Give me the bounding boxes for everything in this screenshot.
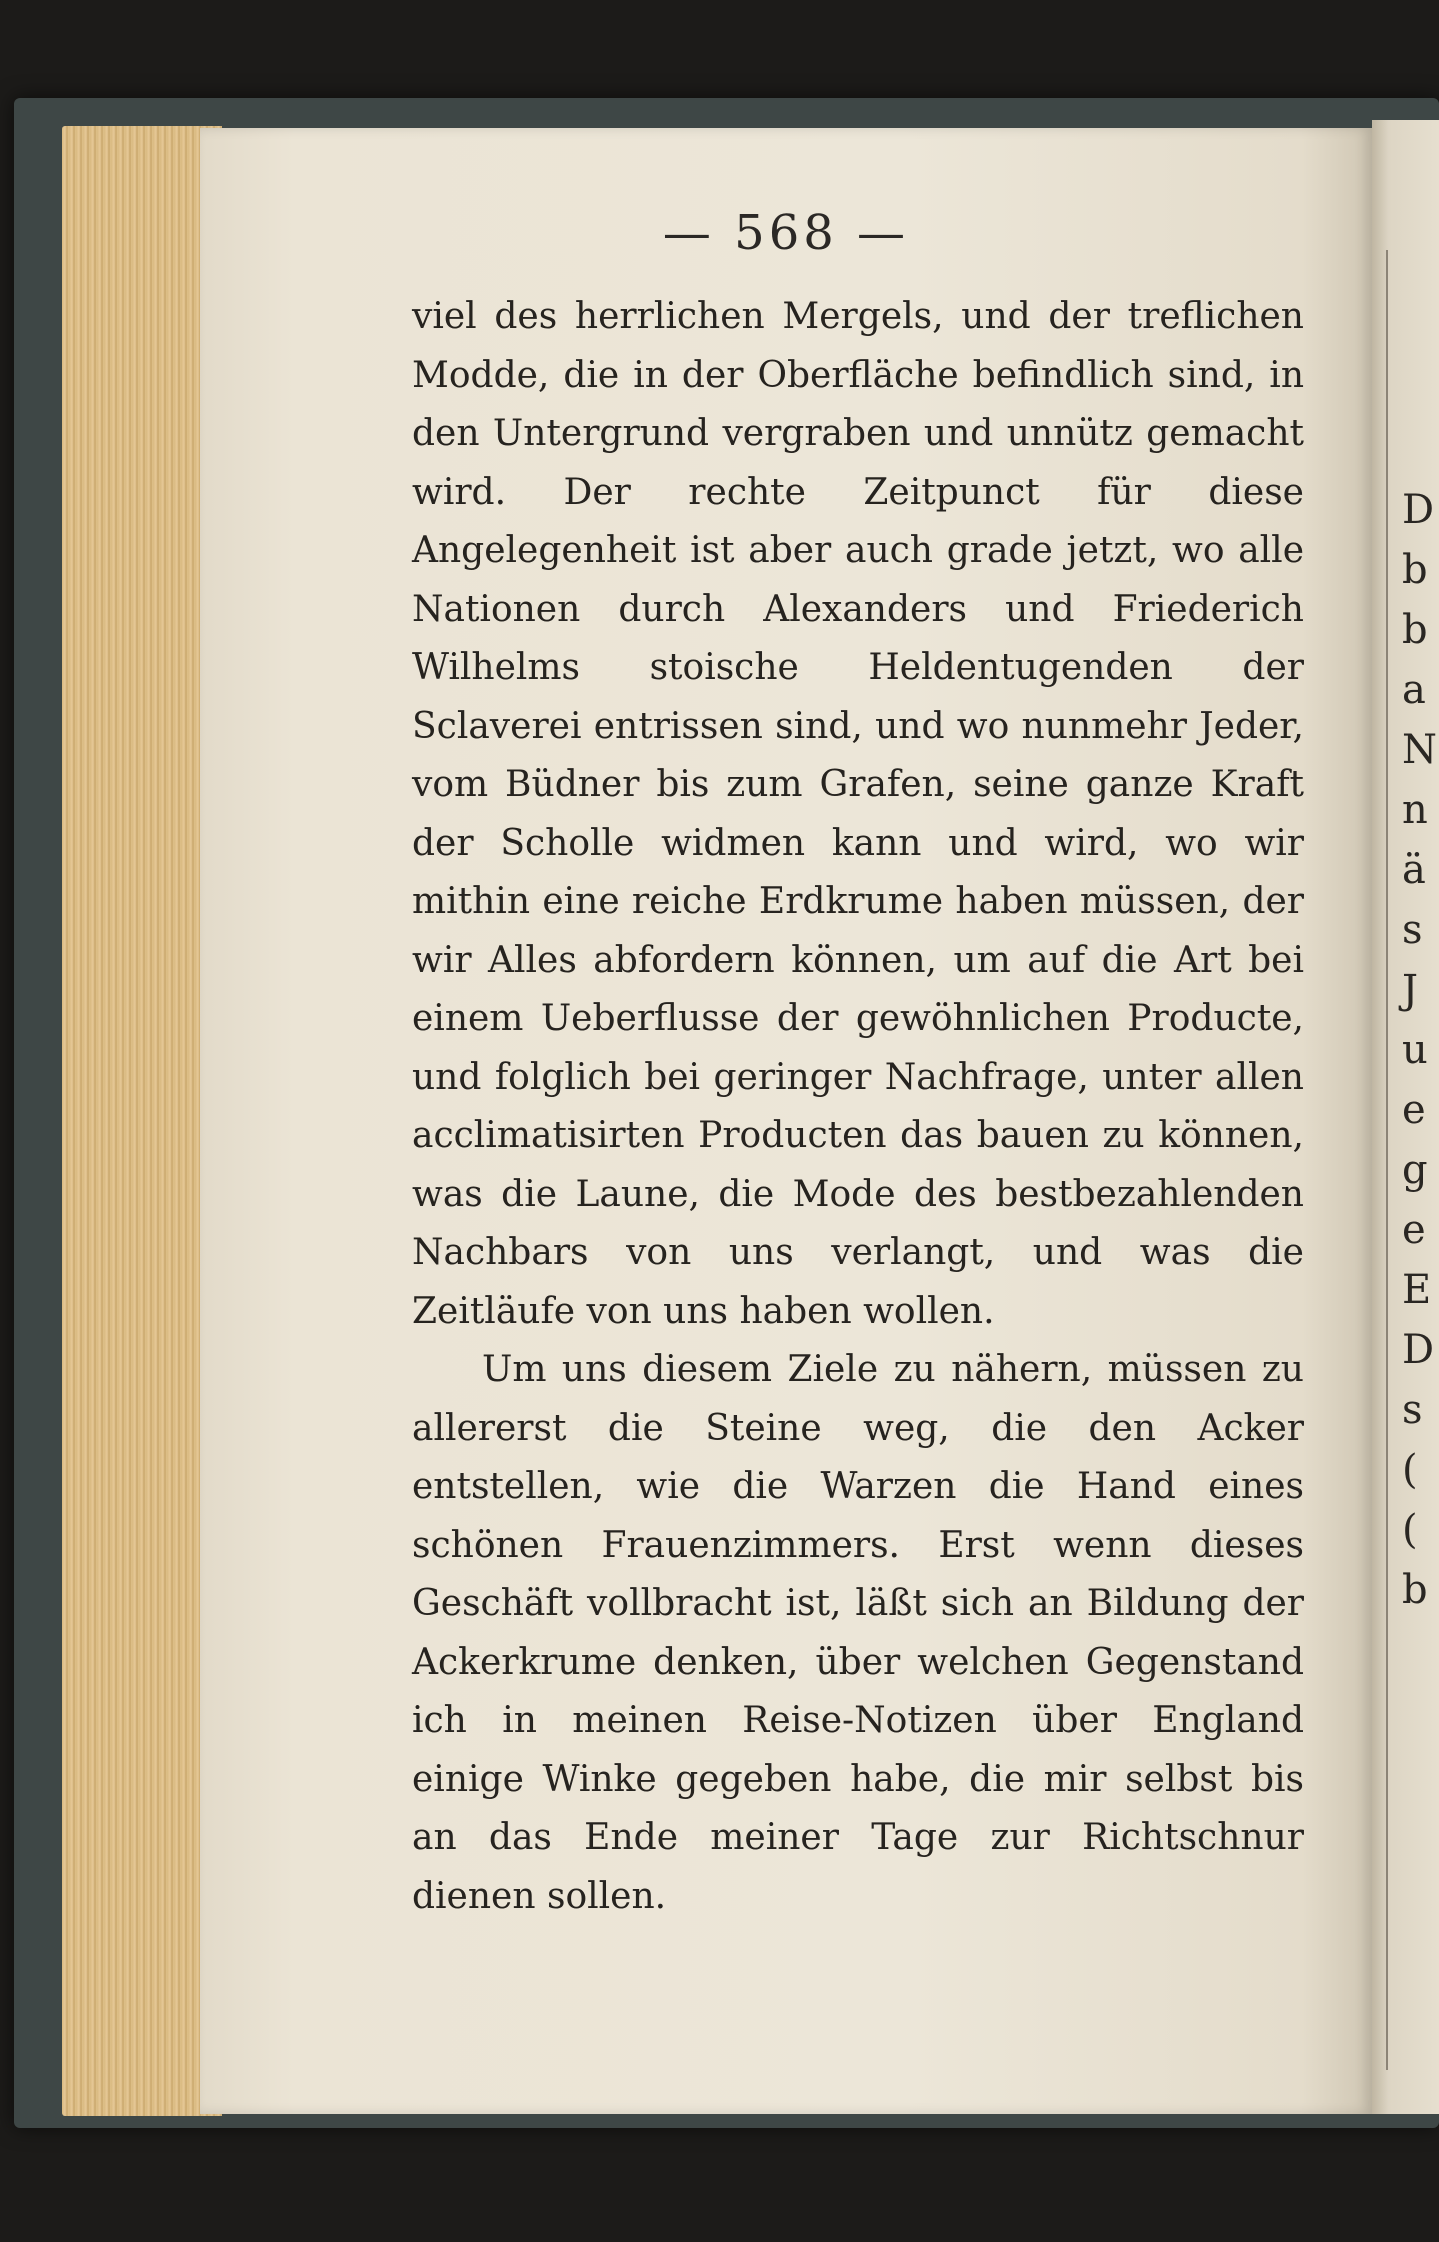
next-page-glyph: ( [1402, 1507, 1418, 1553]
next-page-glyph: g [1402, 1147, 1428, 1193]
next-page-glyph: u [1402, 1027, 1428, 1073]
next-page-glyph: a [1402, 667, 1426, 713]
next-page-glyph: N [1402, 727, 1437, 773]
next-page-glyph: J [1402, 967, 1419, 1013]
paragraph-2: Um uns diesem Ziele zu nähern, müssen zu allererst die Steine weg, die den Acker entstellen, wie die Warzen die Hand eines schönen Frauenzimmers. Erst wenn dieses Geschäft vollbracht ist, läßt sich an Bildung der Ackerkrume denken, über welchen Gegenstand ich in meinen Reise-Notizen über England einige Winke gegeben habe, die mir selbst bis an das Ende meiner Tage zur Richtschnur dienen sollen. [412, 1349, 1304, 1917]
body-text [412, 288, 1304, 1926]
next-page-glyph: D [1402, 487, 1435, 533]
next-page-glyph: s [1402, 907, 1423, 953]
next-page-glyph: e [1402, 1087, 1426, 1133]
next-page-glyph: b [1402, 547, 1428, 593]
next-page-text [1402, 480, 1439, 1620]
page-edges [62, 126, 222, 2116]
next-page-sliver [1372, 120, 1439, 2114]
page-rule [1386, 250, 1388, 2070]
next-page-glyph: b [1402, 607, 1428, 653]
next-page-glyph: b [1402, 1567, 1428, 1613]
next-page-glyph: ( [1402, 1447, 1418, 1493]
paragraph-1: viel des herrlichen Mergels, und der treflichen Modde, die in der Oberfläche befindlich sind, in den Untergrund vergraben und unnütz gemacht wird. Der rechte Zeitpunct für diese Angelegenheit ist aber auch grade jetzt, wo alle Nationen durch Alexanders und Friederich Wilhelms stoische Heldentugenden der Sclaverei entrissen sind, und wo nunmehr Jeder, vom Büdner bis zum Grafen, seine ganze Kraft der Scholle widmen kann und wird, wo wir mithin eine reiche Erdkrume haben müssen, der wir Alles abfordern können, um auf die Art bei einem Ueberflusse der gewöhnlichen Producte, und folglich bei geringer Nachfrage, unter allen acclimatisirten Producten das bauen zu können, was die Laune, die Mode des bestbezahlenden Nachbars von uns verlangt, und was die Zeitläufe von uns haben wollen. [412, 296, 1304, 1332]
next-page-glyph: n [1402, 787, 1428, 833]
next-page-glyph: D [1402, 1327, 1435, 1373]
page-number: — 568 — [662, 205, 910, 261]
next-page-glyph: s [1402, 1387, 1423, 1433]
next-page-glyph: ä [1402, 847, 1426, 893]
next-page-glyph: e [1402, 1207, 1426, 1253]
next-page-glyph: E [1402, 1267, 1432, 1313]
